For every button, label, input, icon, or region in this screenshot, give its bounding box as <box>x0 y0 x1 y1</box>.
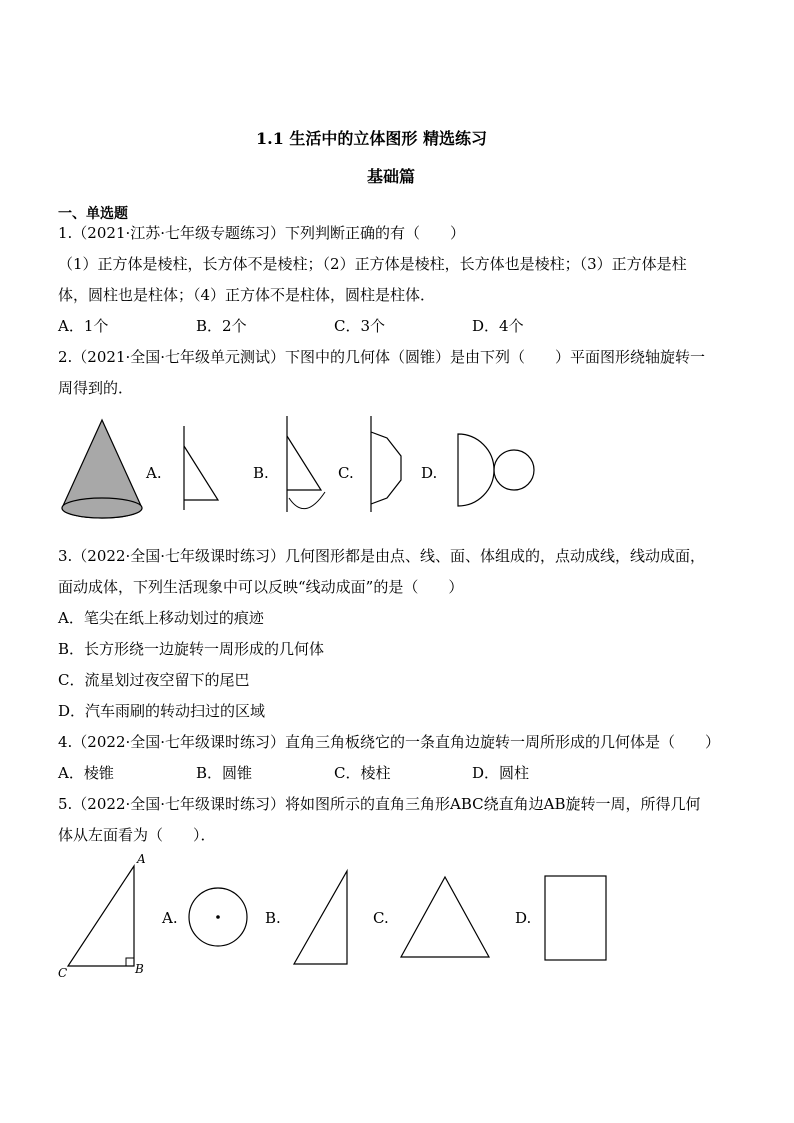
q5-option-b-label[interactable]: B. <box>265 909 281 927</box>
q2-option-a-label[interactable]: A. <box>146 464 162 482</box>
q3-option-b[interactable]: B．长方形绕一边旋转一周形成的几何体 <box>58 640 325 658</box>
vertex-b-label: B <box>135 962 144 976</box>
q5-option-d-label[interactable]: D. <box>515 909 532 927</box>
q4-option-c[interactable]: C．棱柱 <box>334 764 391 782</box>
page-subtitle: 基础篇 <box>367 167 416 186</box>
q2-option-b-figure[interactable] <box>281 416 341 526</box>
q1-option-c[interactable]: C．3个 <box>334 317 386 335</box>
q3-line2: 面动成体，下列生活现象中可以反映“线动成面”的是（ ） <box>58 578 464 596</box>
q3-stem: 3.（2022·全国·七年级课时练习）几何图形都是由点、线、面、体组成的，点动成线，线动成面， <box>58 547 706 565</box>
q2-stem: 2.（2021·全国·七年级单元测试）下图中的几何体（圆锥）是由下列（ ）平面图形绕轴旋转一 <box>58 348 706 366</box>
q1-option-b[interactable]: B．2个 <box>196 317 247 335</box>
q5-line2: 体从左面看为（ ）． <box>58 826 216 844</box>
q3-option-a[interactable]: A．笔尖在纸上移动划过的痕迹 <box>58 609 264 627</box>
q1-stem: 1.（2021·江苏·七年级专题练习）下列判断正确的有（ ） <box>58 224 466 242</box>
vertex-a-label: A <box>137 852 146 866</box>
q2-option-b-label[interactable]: B. <box>253 464 269 482</box>
vertex-c-label: C <box>58 966 68 980</box>
q5-option-c-label[interactable]: C. <box>373 909 389 927</box>
q4-stem: 4.（2022·全国·七年级课时练习）直角三角板绕它的一条直角边旋转一周所形成的几何体是（ ） <box>58 733 721 751</box>
q5-triangle-figure <box>54 850 154 980</box>
q5-option-a-figure[interactable] <box>187 886 251 950</box>
q1-line3: 体，圆柱也是柱体；（4）正方体不是柱体，圆柱是柱体． <box>58 286 436 304</box>
q2-line2: 周得到的． <box>58 379 134 397</box>
q5-option-d-figure[interactable] <box>544 875 614 965</box>
q2-option-a-figure[interactable] <box>180 426 220 526</box>
q2-option-d-figure[interactable] <box>454 430 564 540</box>
q4-option-a[interactable]: A．棱锥 <box>58 764 114 782</box>
q3-option-d[interactable]: D．汽车雨刷的转动扫过的区域 <box>58 702 266 720</box>
q1-option-a[interactable]: A．1个 <box>58 317 109 335</box>
q1-line2: （1）正方体是棱柱，长方体不是棱柱；（2）正方体是棱柱，长方体也是棱柱；（3）正方体是柱 <box>58 255 687 273</box>
q3-option-c[interactable]: C．流星划过夜空留下的尾巴 <box>58 671 250 689</box>
q5-option-a-label[interactable]: A. <box>162 909 178 927</box>
q4-option-b[interactable]: B．圆锥 <box>196 764 253 782</box>
q1-option-d[interactable]: D．4个 <box>472 317 524 335</box>
page-title: 1.1 生活中的立体图形 精选练习 <box>256 129 487 148</box>
q2-option-d-label[interactable]: D. <box>421 464 438 482</box>
q2-option-c-label[interactable]: C. <box>338 464 354 482</box>
q5-stem: 5.（2022·全国·七年级课时练习）将如图所示的直角三角形ABC绕直角边AB旋转一周，所得几何 <box>58 795 701 813</box>
q5-option-b-figure[interactable] <box>292 868 352 968</box>
q5-option-c-figure[interactable] <box>400 875 510 965</box>
q4-option-d[interactable]: D．圆柱 <box>472 764 530 782</box>
section-heading: 一、单选题 <box>58 206 128 222</box>
q2-option-c-figure[interactable] <box>369 416 409 526</box>
